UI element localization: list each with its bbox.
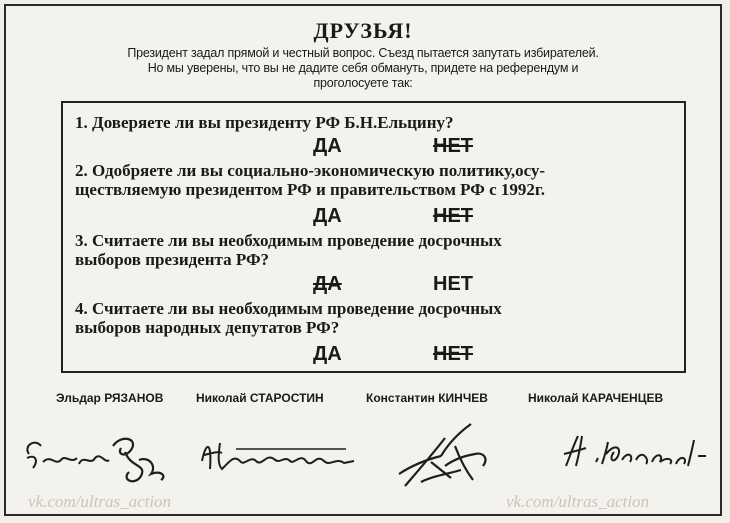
answer-yes: ДА bbox=[313, 343, 342, 365]
signature-kinchev bbox=[391, 416, 501, 496]
signatory-names bbox=[6, 391, 720, 407]
leaflet-frame bbox=[4, 4, 722, 516]
intro-text bbox=[46, 46, 680, 91]
question-text: выборов народных депутатов РФ? bbox=[75, 318, 340, 337]
question-1 bbox=[75, 113, 672, 132]
answer-yes: ДА bbox=[313, 135, 342, 157]
answer-yes: ДА bbox=[313, 205, 342, 227]
signatory-name: Константин КИНЧЕВ bbox=[366, 391, 488, 405]
intro-line: Но мы уверены, что вы не дадите себя обмануть, придете на референдум и bbox=[147, 61, 579, 75]
signatory-name: Эльдар РЯЗАНОВ bbox=[56, 391, 164, 405]
question-text: 3. Считаете ли вы необходимым проведение досрочных bbox=[75, 231, 502, 250]
answer-no-struck: НЕТ bbox=[433, 205, 473, 227]
questions-box bbox=[61, 101, 686, 373]
headline: ДРУЗЬЯ! bbox=[313, 18, 413, 43]
answer-yes-struck: ДА bbox=[313, 273, 342, 295]
answer-no-struck: НЕТ bbox=[433, 135, 473, 157]
signature-ryazanov bbox=[21, 424, 171, 489]
signature-starostin bbox=[196, 431, 361, 481]
question-3 bbox=[75, 231, 672, 269]
question-text: 4. Считаете ли вы необходимым проведение досрочных bbox=[75, 299, 502, 318]
signatory-name: Николай КАРАЧЕНЦЕВ bbox=[528, 391, 664, 405]
watermark-left: vk.com/ultras_action bbox=[28, 492, 172, 511]
question-text: 1. Доверяете ли вы президенту РФ Б.Н.Ельцину? bbox=[75, 113, 454, 132]
question-text: 2. Одобряете ли вы социально-экономическую политику,осу- bbox=[75, 161, 546, 180]
intro-line: Президент задал прямой и честный вопрос. Съезд пытается запутать избирателей. bbox=[127, 46, 599, 60]
question-4 bbox=[75, 299, 672, 337]
signatory-name: Николай СТАРОСТИН bbox=[196, 391, 324, 405]
answer-no-struck: НЕТ bbox=[433, 343, 473, 365]
intro-line: проголосуете так: bbox=[313, 76, 413, 90]
answer-no: НЕТ bbox=[433, 273, 473, 295]
watermark-right: vk.com/ultras_action bbox=[506, 492, 650, 511]
signature-karachentsev bbox=[556, 426, 716, 476]
question-2 bbox=[75, 161, 672, 199]
question-text: выборов президента РФ? bbox=[75, 250, 270, 269]
question-text: ществляемую президентом РФ и правительством РФ с 1992г. bbox=[75, 180, 545, 199]
